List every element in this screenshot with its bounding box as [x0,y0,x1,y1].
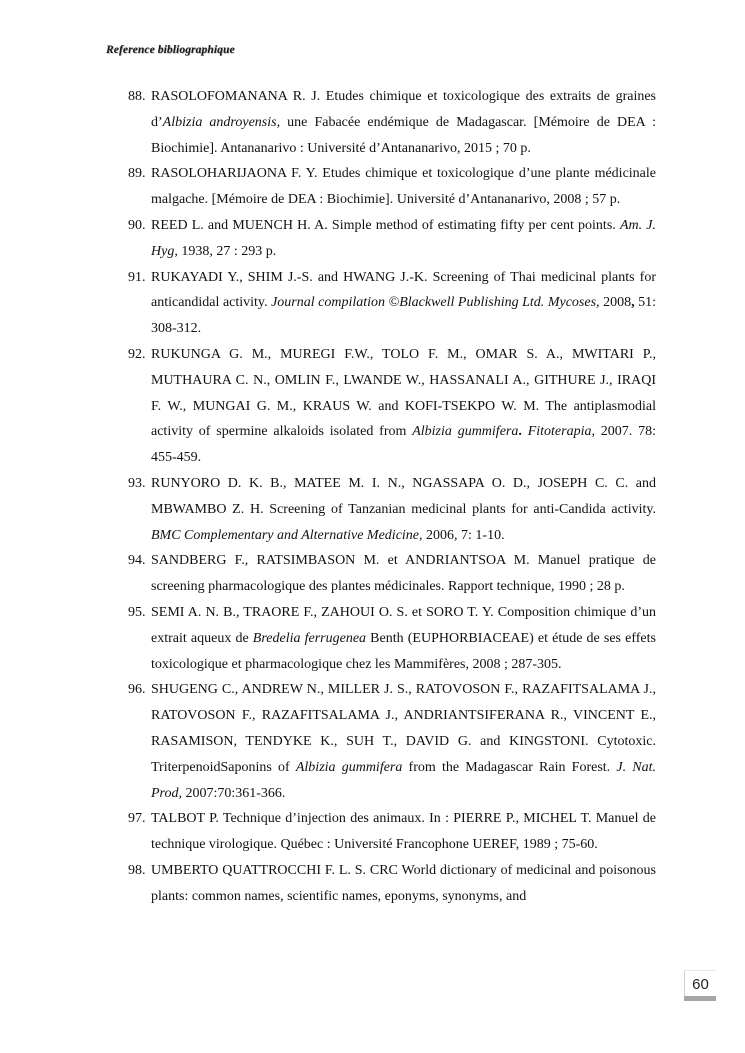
reference-segment: SANDBERG F., RATSIMBASON M. et ANDRIANTSOA M. Manuel pratique de screening pharmacologique des plantes médicinales. Rapport technique, 1990 ; 28 p. [151,553,656,595]
reference-segment: 51: 308-312. [151,295,656,337]
reference-segment: 2007:70:361-366. [181,785,286,801]
reference-item [128,548,656,600]
reference-italic-segment: J. Nat. Prod, [151,759,656,801]
reference-segment: RASOLOFOMANANA R. J. Etudes chimique et toxicologique des extraits de graines d’ [151,89,656,130]
running-header: Reference bibliographique [106,44,235,56]
reference-segment: from the Madagascar Rain Forest. [402,759,617,775]
reference-list [128,84,656,910]
reference-italic-segment: BMC Complementary and Alternative Medicine [151,527,420,543]
reference-segment: RUNYORO D. K. B., MATEE M. I. N., NGASSAPA O. D., JOSEPH C. C. and MBWAMBO Z. H. Screening of Tanzanian medicinal plants for anti-Candida activity. [151,475,656,517]
reference-segment: TALBOT P. Technique d’injection des animaux. In : PIERRE P., MICHEL T. Manuel de technique virologique. Québec : Université Francophone UEREF, 1989 ; 75-60. [151,811,656,853]
reference-text [151,863,656,904]
reference-item [128,677,656,806]
reference-text [151,347,656,465]
reference-number: 92. [128,346,146,362]
reference-item [128,471,656,548]
reference-text [151,811,656,852]
reference-item [128,600,656,677]
reference-text [151,553,656,594]
reference-text [151,166,656,207]
reference-segment: RASOLOHARIJAONA F. Y. Etudes chimique et toxicologique d’une plante médicinale malgache. [Mémoire de DEA : Biochimie]. Université d’Antananarivo, 2008 ; 57 p. [151,166,656,208]
reference-text [151,218,656,259]
reference-number: 91. [128,269,146,285]
reference-bold-segment: , [631,295,635,311]
reference-segment: Benth (EUPHORBIACEAE) et étude de ses effets toxicologique et pharmacologique chez les Mammifères, 2008 ; 287-305. [151,630,656,672]
reference-item [128,806,656,858]
reference-number: 95. [128,604,146,620]
reference-text [151,682,656,800]
reference-segment: une Fabacée endémique de Madagascar. [Mémoire de DEA : Biochimie]. Antananarivo : Université d’Antananarivo, 2015 ; 70 p. [151,114,656,156]
reference-text [151,89,656,156]
reference-item [128,213,656,265]
reference-item [128,265,656,342]
reference-number: 90. [128,217,146,233]
page-number: 60 [684,970,716,998]
reference-text [151,605,656,672]
reference-segment: UMBERTO QUATTROCCHI F. L. S. CRC World dictionary of medicinal and poisonous plants: common names, scientific names, eponyms, synonyms, and [151,862,656,904]
reference-segment: SEMI A. N. B., TRAORE F., ZAHOUI O. S. et SORO T. Y. Composition chimique d’un extrait aqueux de [151,604,656,646]
reference-item [128,342,656,471]
reference-number: 97. [128,811,146,827]
reference-number: 98. [128,862,146,878]
reference-text [151,270,656,337]
reference-item [128,161,656,213]
reference-segment: , 2006, 7: 1-10. [419,527,505,543]
reference-italic-segment: , [209,243,213,259]
reference-italic-segment: Albizia gummifera [412,424,519,440]
reference-number: 93. [128,475,146,491]
reference-italic-segment: Journal compilation ©Blackwell Publishing Ltd. Mycoses, [271,295,600,311]
reference-italic-segment: Albizia androyensis, [162,114,281,130]
reference-text [151,476,656,543]
reference-number: 96. [128,682,146,698]
reference-italic-segment: Fitoterapia, [527,424,595,440]
reference-segment: 27 : 293 p. [212,243,277,259]
reference-segment: SHUGENG C., ANDREW N., MILLER J. S., RATOVOSON F., RAZAFITSALAMA J., RATOVOSON F., RAZAFITSALAMA J., ANDRIANTSIFERANA R., VINCENT E., RASAMISON, TENDYKE K., SUH T., DAVID G. and KINGSTONI. Cytotoxic. TriterpenoidSaponins of [151,682,656,775]
reference-bold-segment: . [518,424,522,440]
reference-segment: RUKAYADI Y., SHIM J.-S. and HWANG J.-K. Screening of Thai medicinal plants for anticandidal activity. [151,269,656,311]
reference-segment: , 1938 [174,243,210,259]
reference-segment: 2008 [599,295,632,311]
reference-italic-segment: Bredelia ferrugenea [252,630,367,646]
reference-number: 94. [128,553,146,569]
reference-number: 88. [128,89,146,104]
reference-segment: RUKUNGA G. M., MUREGI F.W., TOLO F. M., OMAR S. A., MWITARI P., MUTHAURA C. N., OMLIN F., LWANDE W., HASSANALI A., GITHURE J., IRAQI F. W., MUNGAI G. M., KRAUS W. and KOFI-TSEKPO W. M. The antiplasmodial activity of spermine alkaloids isolated from [151,346,656,440]
reference-item [128,84,656,161]
page-number-underline [684,996,716,1001]
reference-item [128,858,656,910]
reference-segment: 2007. 78: 455-459. [151,424,656,466]
reference-italic-segment: Am. J. Hyg [151,217,656,259]
reference-number: 89. [128,166,146,182]
reference-segment: REED L. and MUENCH H. A. Simple method of estimating fifty per cent points. [151,217,620,233]
reference-italic-segment: Albizia gummifera [295,759,403,775]
